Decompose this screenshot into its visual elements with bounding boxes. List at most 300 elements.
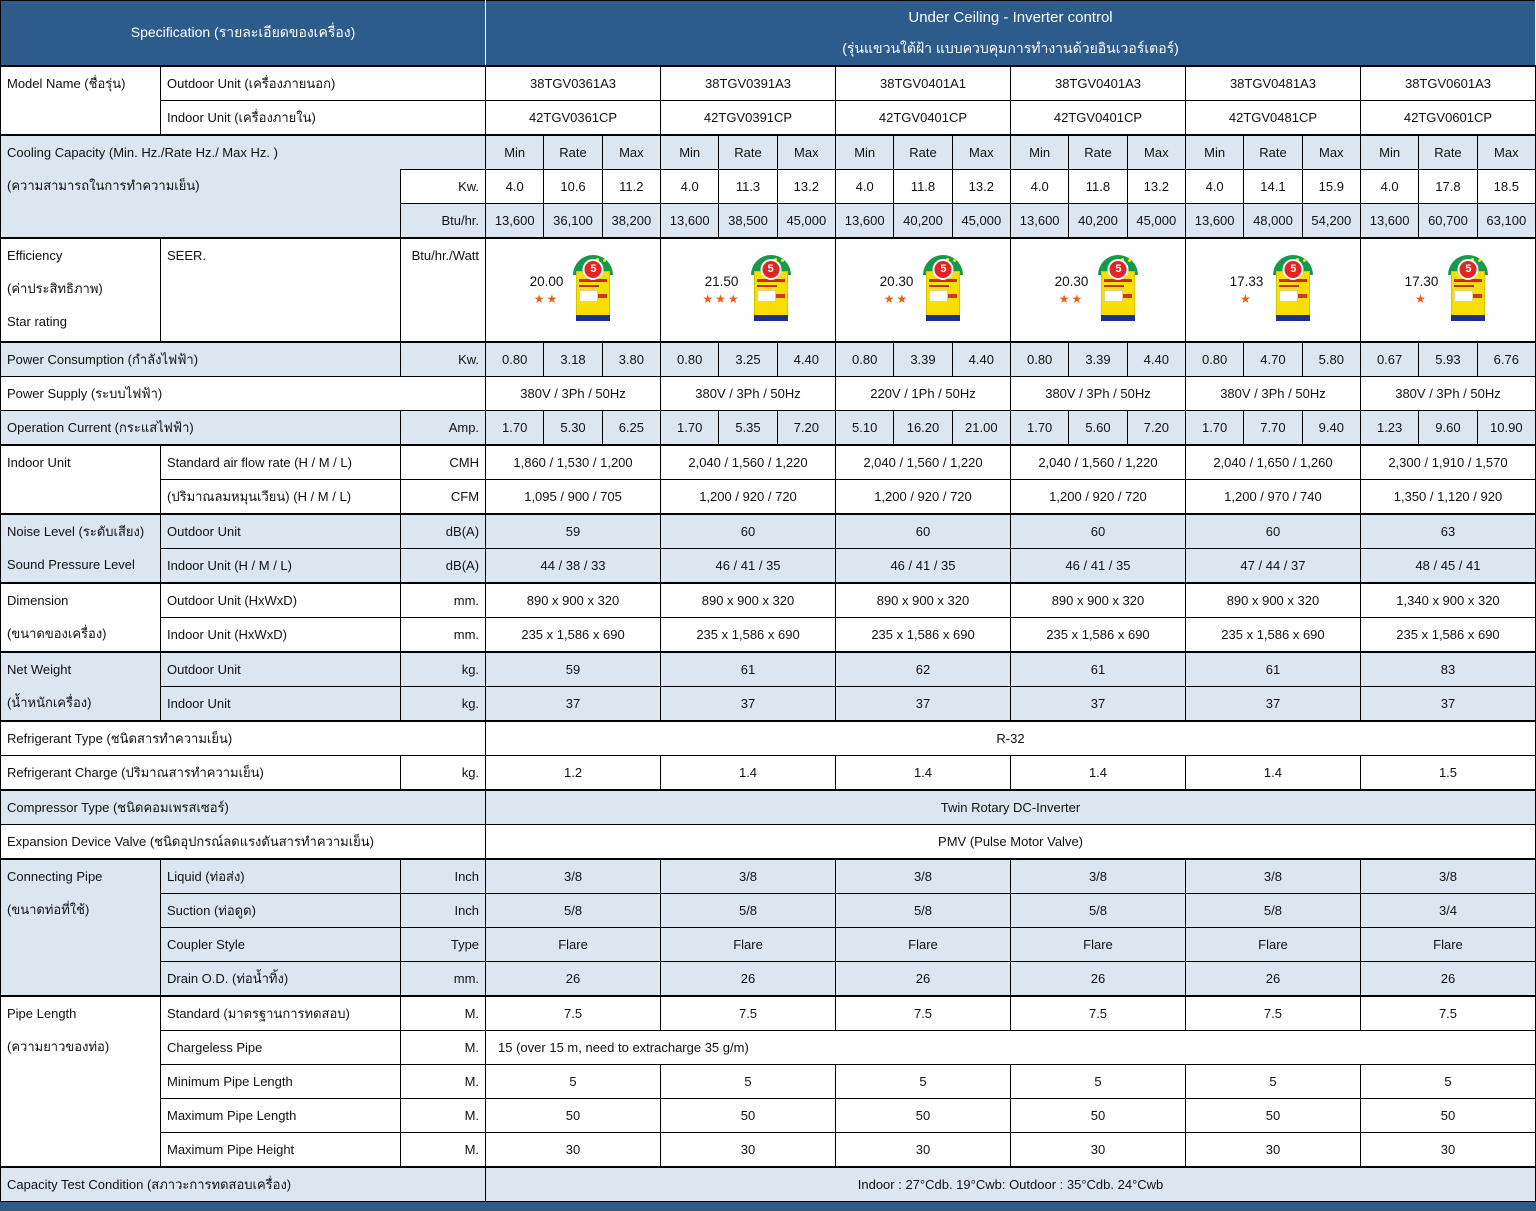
row-label: Indoor Unit (HxWxD) — [161, 618, 401, 653]
value-cell: 54,200 — [1302, 204, 1360, 239]
label-line: Model Name (ชื่อรุ่น) — [7, 76, 126, 91]
value-cell: 37 — [1360, 687, 1535, 722]
label-line: (ค่าประสิทธิภาพ) — [7, 281, 103, 296]
unit-label: M. — [401, 1031, 486, 1065]
value-cell: 61 — [1010, 652, 1185, 687]
row-label — [1, 238, 161, 342]
value-cell: 13,600 — [486, 204, 544, 239]
unit-label: kg. — [401, 652, 486, 687]
value-cell: 37 — [836, 687, 1011, 722]
row-label: (ปริมาณลมหมุนเวียน) (H / M / L) — [161, 480, 401, 515]
column-header: Rate — [544, 135, 602, 170]
value-cell: 3/8 — [486, 859, 661, 894]
value-cell: 1.2 — [486, 756, 661, 791]
unit-label: Inch — [401, 894, 486, 928]
label-line: Connecting Pipe — [7, 869, 103, 884]
row-label: Outdoor Unit (HxWxD) — [161, 583, 401, 618]
value-cell: 5 — [1010, 1065, 1185, 1099]
value-cell: 380V / 3Ph / 50Hz — [486, 377, 661, 411]
label-line: (ความยาวของท่อ) — [7, 1039, 110, 1054]
value-cell: 7.5 — [661, 996, 836, 1031]
value-cell: 62 — [836, 652, 1011, 687]
unit-label: dB(A) — [401, 514, 486, 549]
value-cell: 10.90 — [1477, 411, 1535, 446]
value-cell: 42TGV0601CP — [1360, 101, 1535, 136]
value-cell: 1,860 / 1,530 / 1,200 — [486, 445, 661, 480]
row-label: Maximum Pipe Height — [161, 1133, 401, 1168]
unit-label: Kw. — [401, 170, 486, 204]
label-line: (ขนาดของเครื่อง) — [7, 626, 107, 641]
column-header: Max — [602, 135, 660, 170]
star-rating-icon: ★★ — [883, 292, 910, 306]
star-rating-icon: ★★★ — [702, 292, 741, 306]
value-cell: 50 — [486, 1099, 661, 1133]
value-cell: 1.70 — [661, 411, 719, 446]
energy-label-no5-icon — [1445, 254, 1491, 326]
value-cell: 5/8 — [661, 894, 836, 928]
seer-value: 20.30 — [879, 274, 914, 289]
value-cell: 5.93 — [1419, 342, 1477, 377]
value-cell: 13,600 — [1360, 204, 1418, 239]
value-cell: 380V / 3Ph / 50Hz — [1010, 377, 1185, 411]
label-line: (ขนาดท่อที่ใช้) — [7, 902, 90, 917]
energy-label-number: 5 — [583, 259, 604, 280]
value-cell: 38,200 — [602, 204, 660, 239]
seer-value: 17.30 — [1404, 274, 1439, 289]
value-cell: 890 x 900 x 320 — [1010, 583, 1185, 618]
seer-cell — [836, 238, 1011, 342]
value-cell: Indoor : 27°Cdb. 19°Cwb: Outdoor : 35°Cdb. 24°Cwb — [486, 1167, 1536, 1202]
value-cell: 5.60 — [1069, 411, 1127, 446]
value-cell: 13,600 — [1010, 204, 1068, 239]
value-cell: 11.8 — [894, 170, 952, 204]
energy-label-number: 5 — [933, 259, 954, 280]
value-cell: 1.4 — [836, 756, 1011, 791]
value-cell: 42TGV0401CP — [1010, 101, 1185, 136]
value-cell: 1.5 — [1360, 756, 1535, 791]
seer-cell — [1010, 238, 1185, 342]
energy-label-part-strip — [1276, 315, 1310, 321]
value-cell: 380V / 3Ph / 50Hz — [1360, 377, 1535, 411]
seer-value: 17.33 — [1229, 274, 1264, 289]
row-label: Outdoor Unit — [161, 652, 401, 687]
value-cell: 3.18 — [544, 342, 602, 377]
value-cell: 5.35 — [719, 411, 777, 446]
value-cell: 44 / 38 / 33 — [486, 549, 661, 584]
value-cell: 5 — [836, 1065, 1011, 1099]
value-cell: 45,000 — [952, 204, 1010, 239]
row-label — [1, 583, 161, 652]
value-cell: 13.2 — [952, 170, 1010, 204]
value-cell: 37 — [661, 687, 836, 722]
energy-label-part-b2 — [1279, 285, 1299, 287]
value-cell: 42TGV0481CP — [1185, 101, 1360, 136]
value-cell: 1,200 / 920 / 720 — [661, 480, 836, 515]
row-label — [1, 514, 161, 583]
value-cell: 3/8 — [661, 859, 836, 894]
energy-label-part-white — [758, 291, 775, 301]
value-cell: Flare — [1185, 928, 1360, 962]
value-cell: 7.5 — [1185, 996, 1360, 1031]
row-label: Refrigerant Type (ชนิดสารทำความเย็น) — [1, 721, 486, 756]
label-line: Btu/hr./Watt — [411, 248, 480, 263]
label-lines — [7, 584, 160, 651]
value-cell: 5/8 — [1010, 894, 1185, 928]
value-cell: 61 — [661, 652, 836, 687]
value-cell: 3.39 — [1069, 342, 1127, 377]
value-cell: 4.0 — [1010, 170, 1068, 204]
seer-value: 21.50 — [704, 274, 739, 289]
spec-header-title: Specification (รายละเอียดของเครื่อง) — [1, 1, 486, 67]
value-cell: 40,200 — [1069, 204, 1127, 239]
value-cell: Flare — [836, 928, 1011, 962]
value-cell: Flare — [661, 928, 836, 962]
seer-cell-content — [1361, 239, 1535, 341]
label-line: Sound Pressure Level — [7, 557, 135, 572]
value-cell: 7.5 — [1360, 996, 1535, 1031]
energy-label-part-strip — [576, 315, 610, 321]
value-cell: 0.80 — [486, 342, 544, 377]
value-cell: 2,040 / 1,560 / 1,220 — [661, 445, 836, 480]
energy-label-part-tag — [1123, 294, 1132, 298]
energy-label-no5-icon — [748, 254, 794, 326]
value-cell: 60,700 — [1419, 204, 1477, 239]
value-cell: 3/8 — [1010, 859, 1185, 894]
value-cell: 2,040 / 1,650 / 1,260 — [1185, 445, 1360, 480]
value-cell: 45,000 — [1127, 204, 1185, 239]
value-cell: 3/8 — [1185, 859, 1360, 894]
row-label: Outdoor Unit — [161, 514, 401, 549]
value-cell: 1.70 — [486, 411, 544, 446]
value-cell: 38TGV0601A3 — [1360, 66, 1535, 101]
label-line: Dimension — [7, 593, 69, 608]
value-cell: 5/8 — [1185, 894, 1360, 928]
label-line: Pipe Length — [7, 1006, 77, 1021]
row-label: Indoor Unit — [161, 687, 401, 722]
column-header: Min — [661, 135, 719, 170]
energy-label-no5-icon — [920, 254, 966, 326]
energy-label-part-white — [930, 291, 947, 301]
value-cell: 1.70 — [1010, 411, 1068, 446]
value-cell: 11.2 — [602, 170, 660, 204]
value-cell: 50 — [836, 1099, 1011, 1133]
value-cell: 7.5 — [836, 996, 1011, 1031]
energy-label-part-strip — [1101, 315, 1135, 321]
value-cell: 30 — [661, 1133, 836, 1168]
value-cell: 30 — [1185, 1133, 1360, 1168]
value-cell: 9.60 — [1419, 411, 1477, 446]
label-lines — [7, 67, 160, 134]
unit-label: dB(A) — [401, 549, 486, 584]
column-header: Rate — [1244, 135, 1302, 170]
unit-label: Kw. — [401, 342, 486, 377]
value-cell: 380V / 3Ph / 50Hz — [1185, 377, 1360, 411]
unit-label: M. — [401, 1133, 486, 1168]
unit-label: M. — [401, 1099, 486, 1133]
value-cell: 7.5 — [486, 996, 661, 1031]
row-label — [1, 859, 161, 996]
value-cell: 37 — [1010, 687, 1185, 722]
row-label — [1, 996, 161, 1167]
value-cell: 4.40 — [777, 342, 835, 377]
row-label: Expansion Device Valve (ชนิดอุปกรณ์ลดแรงดันสารทำความเย็น) — [1, 825, 486, 860]
value-cell: 235 x 1,586 x 690 — [836, 618, 1011, 653]
value-cell: 26 — [486, 962, 661, 997]
unit-label: Amp. — [401, 411, 486, 446]
value-cell: 2,040 / 1,560 / 1,220 — [836, 445, 1011, 480]
seer-cell-content — [486, 239, 660, 341]
value-cell: 26 — [1360, 962, 1535, 997]
energy-label-part-b2 — [1104, 285, 1124, 287]
value-cell: 60 — [661, 514, 836, 549]
value-cell: 50 — [1010, 1099, 1185, 1133]
value-cell: 11.3 — [719, 170, 777, 204]
value-cell: 59 — [486, 514, 661, 549]
label-lines — [7, 860, 160, 995]
value-cell: PMV (Pulse Motor Valve) — [486, 825, 1536, 860]
column-header: Rate — [1419, 135, 1477, 170]
seer-cell — [1360, 238, 1535, 342]
column-header: Rate — [719, 135, 777, 170]
unit-label: CMH — [401, 445, 486, 480]
label-lines — [486, 1, 1535, 65]
value-cell: 42TGV0391CP — [661, 101, 836, 136]
column-header: Max — [1127, 135, 1185, 170]
energy-label-no5-icon — [1095, 254, 1141, 326]
value-cell: 3.80 — [602, 342, 660, 377]
row-label: Indoor Unit (เครื่องภายใน) — [161, 101, 486, 136]
unit-label: M. — [401, 996, 486, 1031]
value-cell: 16.20 — [894, 411, 952, 446]
seer-cell — [661, 238, 836, 342]
value-cell: 380V / 3Ph / 50Hz — [661, 377, 836, 411]
unit-label: mm. — [401, 583, 486, 618]
value-cell: 4.0 — [486, 170, 544, 204]
value-cell: 46 / 41 / 35 — [836, 549, 1011, 584]
value-cell: 3.39 — [894, 342, 952, 377]
energy-label-part-tag — [776, 294, 785, 298]
value-cell: 4.0 — [661, 170, 719, 204]
energy-label-part-b2 — [1454, 285, 1474, 287]
value-cell: 0.80 — [1185, 342, 1243, 377]
seer-value: 20.30 — [1054, 274, 1089, 289]
value-cell: 1,200 / 920 / 720 — [1010, 480, 1185, 515]
label-line: SEER. — [167, 248, 207, 263]
value-cell: 50 — [1185, 1099, 1360, 1133]
energy-label-number: 5 — [1283, 259, 1304, 280]
value-cell: 1,340 x 900 x 320 — [1360, 583, 1535, 618]
energy-label-part-white — [580, 291, 597, 301]
energy-label-part-b2 — [579, 285, 599, 287]
value-cell: 48 / 45 / 41 — [1360, 549, 1535, 584]
energy-label-part-tag — [598, 294, 607, 298]
value-cell: 5 — [486, 1065, 661, 1099]
value-cell: 235 x 1,586 x 690 — [1360, 618, 1535, 653]
column-header: Min — [1360, 135, 1418, 170]
value-cell: 1,200 / 920 / 720 — [836, 480, 1011, 515]
value-cell: 50 — [661, 1099, 836, 1133]
row-label: Indoor Unit (H / M / L) — [161, 549, 401, 584]
energy-label-number: 5 — [1108, 259, 1129, 280]
seer-cell-content — [836, 239, 1010, 341]
spacer-cell — [401, 135, 486, 170]
value-cell: 18.5 — [1477, 170, 1535, 204]
value-cell: 42TGV0361CP — [486, 101, 661, 136]
value-cell: 1,350 / 1,120 / 920 — [1360, 480, 1535, 515]
seer-cell-content — [661, 239, 835, 341]
row-label — [161, 238, 401, 342]
value-cell: 1.4 — [661, 756, 836, 791]
energy-label-no5-icon — [1270, 254, 1316, 326]
value-cell: 21.00 — [952, 411, 1010, 446]
column-header: Max — [1477, 135, 1535, 170]
section-header-title — [486, 1, 1536, 67]
column-header: Rate — [894, 135, 952, 170]
energy-label-number: 5 — [760, 259, 781, 280]
value-cell: 0.67 — [1360, 342, 1418, 377]
value-cell: 48,000 — [1244, 204, 1302, 239]
value-cell: 5/8 — [486, 894, 661, 928]
value-cell: 5.10 — [836, 411, 894, 446]
row-label: Standard air flow rate (H / M / L) — [161, 445, 401, 480]
value-cell: 6.76 — [1477, 342, 1535, 377]
value-cell: 3/8 — [836, 859, 1011, 894]
value-cell: 4.40 — [1127, 342, 1185, 377]
unit-label: Type — [401, 928, 486, 962]
unit-label: mm. — [401, 618, 486, 653]
seer-cell-content — [1186, 239, 1360, 341]
star-rating-icon: ★ — [1415, 292, 1428, 306]
row-label: Power Consumption (กำลังไฟฟ้า) — [1, 342, 401, 377]
seer-value: 20.00 — [529, 274, 564, 289]
label-lines — [7, 239, 160, 341]
row-label — [1, 135, 401, 238]
unit-label: CFM — [401, 480, 486, 515]
value-cell: 30 — [1010, 1133, 1185, 1168]
value-cell: 235 x 1,586 x 690 — [661, 618, 836, 653]
value-cell: 4.0 — [1185, 170, 1243, 204]
label-lines — [7, 997, 160, 1166]
unit-label: kg. — [401, 756, 486, 791]
value-cell: 3/8 — [1360, 859, 1535, 894]
energy-label-part-white — [1280, 291, 1297, 301]
value-cell: 7.20 — [777, 411, 835, 446]
label-line: Cooling Capacity (Min. Hz./Rate Hz./ Max Hz. ) — [7, 145, 278, 160]
energy-label-part-b2 — [757, 285, 777, 287]
value-cell: 40,200 — [894, 204, 952, 239]
value-cell: 13.2 — [777, 170, 835, 204]
value-cell: 38TGV0391A3 — [661, 66, 836, 101]
row-label: Power Supply (ระบบไฟฟ้า) — [1, 377, 486, 411]
label-lines — [7, 136, 400, 237]
value-cell: 17.8 — [1419, 170, 1477, 204]
value-cell: 1.70 — [1185, 411, 1243, 446]
unit-label: Btu/hr. — [401, 204, 486, 239]
value-cell: 2,300 / 1,910 / 1,570 — [1360, 445, 1535, 480]
row-label: Capacity Test Condition (สภาวะการทดสอบเครื่อง) — [1, 1167, 486, 1202]
value-cell: 83 — [1360, 652, 1535, 687]
row-label: Minimum Pipe Length — [161, 1065, 401, 1099]
value-cell: 3/4 — [1360, 894, 1535, 928]
value-cell: 42TGV0401CP — [836, 101, 1011, 136]
value-cell: 7.70 — [1244, 411, 1302, 446]
value-cell: 61 — [1185, 652, 1360, 687]
value-cell: 26 — [661, 962, 836, 997]
value-cell: 7.5 — [1010, 996, 1185, 1031]
energy-label-part-tag — [1298, 294, 1307, 298]
value-cell: 235 x 1,586 x 690 — [1010, 618, 1185, 653]
energy-label-number: 5 — [1458, 259, 1479, 280]
value-cell: 4.70 — [1244, 342, 1302, 377]
value-cell: 5.30 — [544, 411, 602, 446]
value-cell: Flare — [1360, 928, 1535, 962]
column-header: Min — [486, 135, 544, 170]
row-label: Maximum Pipe Length — [161, 1099, 401, 1133]
label-lines — [167, 239, 400, 341]
value-cell: 38TGV0401A1 — [836, 66, 1011, 101]
value-cell: 4.0 — [1360, 170, 1418, 204]
value-cell: 220V / 1Ph / 50Hz — [836, 377, 1011, 411]
column-header: Max — [1302, 135, 1360, 170]
value-cell: 38TGV0481A3 — [1185, 66, 1360, 101]
value-cell: 63,100 — [1477, 204, 1535, 239]
value-cell: 30 — [486, 1133, 661, 1168]
row-label: Outdoor Unit (เครื่องภายนอก) — [161, 66, 486, 101]
row-label: Liquid (ท่อส่ง) — [161, 859, 401, 894]
energy-label-no5-icon — [570, 254, 616, 326]
seer-cell-content — [1011, 239, 1185, 341]
value-cell: 60 — [836, 514, 1011, 549]
label-line: (น้ำหนักเครื่อง) — [7, 695, 92, 710]
next-section-header-partial — [0, 1202, 1536, 1211]
value-cell: Twin Rotary DC-Inverter — [486, 790, 1536, 825]
value-cell: 890 x 900 x 320 — [836, 583, 1011, 618]
value-cell: 60 — [1185, 514, 1360, 549]
row-label: Coupler Style — [161, 928, 401, 962]
value-cell: 63 — [1360, 514, 1535, 549]
energy-label-part-strip — [926, 315, 960, 321]
value-cell: 59 — [486, 652, 661, 687]
value-cell: 13,600 — [836, 204, 894, 239]
value-cell: 37 — [486, 687, 661, 722]
unit-label — [401, 238, 486, 342]
energy-label-part-strip — [1451, 315, 1485, 321]
value-cell: 30 — [1360, 1133, 1535, 1168]
value-cell: 0.80 — [1010, 342, 1068, 377]
energy-label-part-white — [1455, 291, 1472, 301]
label-line: (รุ่นแขวนใต้ฝ้า แบบควบคุมการทำงานด้วยอินเวอร์เตอร์) — [842, 40, 1179, 56]
value-cell: 13,600 — [1185, 204, 1243, 239]
value-cell: 7.20 — [1127, 411, 1185, 446]
value-cell: 1.23 — [1360, 411, 1418, 446]
star-rating-icon: ★★ — [1058, 292, 1085, 306]
row-label: Drain O.D. (ท่อน้ำทิ้ง) — [161, 962, 401, 997]
label-lines — [7, 446, 160, 513]
label-line: (ความสามารถในการทำความเย็น) — [7, 178, 200, 193]
value-cell: 26 — [836, 962, 1011, 997]
label-line: Noise Level (ระดับเสียง) — [7, 524, 145, 539]
value-cell: 46 / 41 / 35 — [661, 549, 836, 584]
value-cell: 38TGV0401A3 — [1010, 66, 1185, 101]
energy-label-part-tag — [1473, 294, 1482, 298]
value-cell: 26 — [1010, 962, 1185, 997]
column-header: Min — [836, 135, 894, 170]
row-label: Refrigerant Charge (ปริมาณสารทำความเย็น) — [1, 756, 401, 791]
value-cell: 37 — [1185, 687, 1360, 722]
value-cell: 5 — [1360, 1065, 1535, 1099]
value-cell: 15.9 — [1302, 170, 1360, 204]
value-cell: 30 — [836, 1133, 1011, 1168]
